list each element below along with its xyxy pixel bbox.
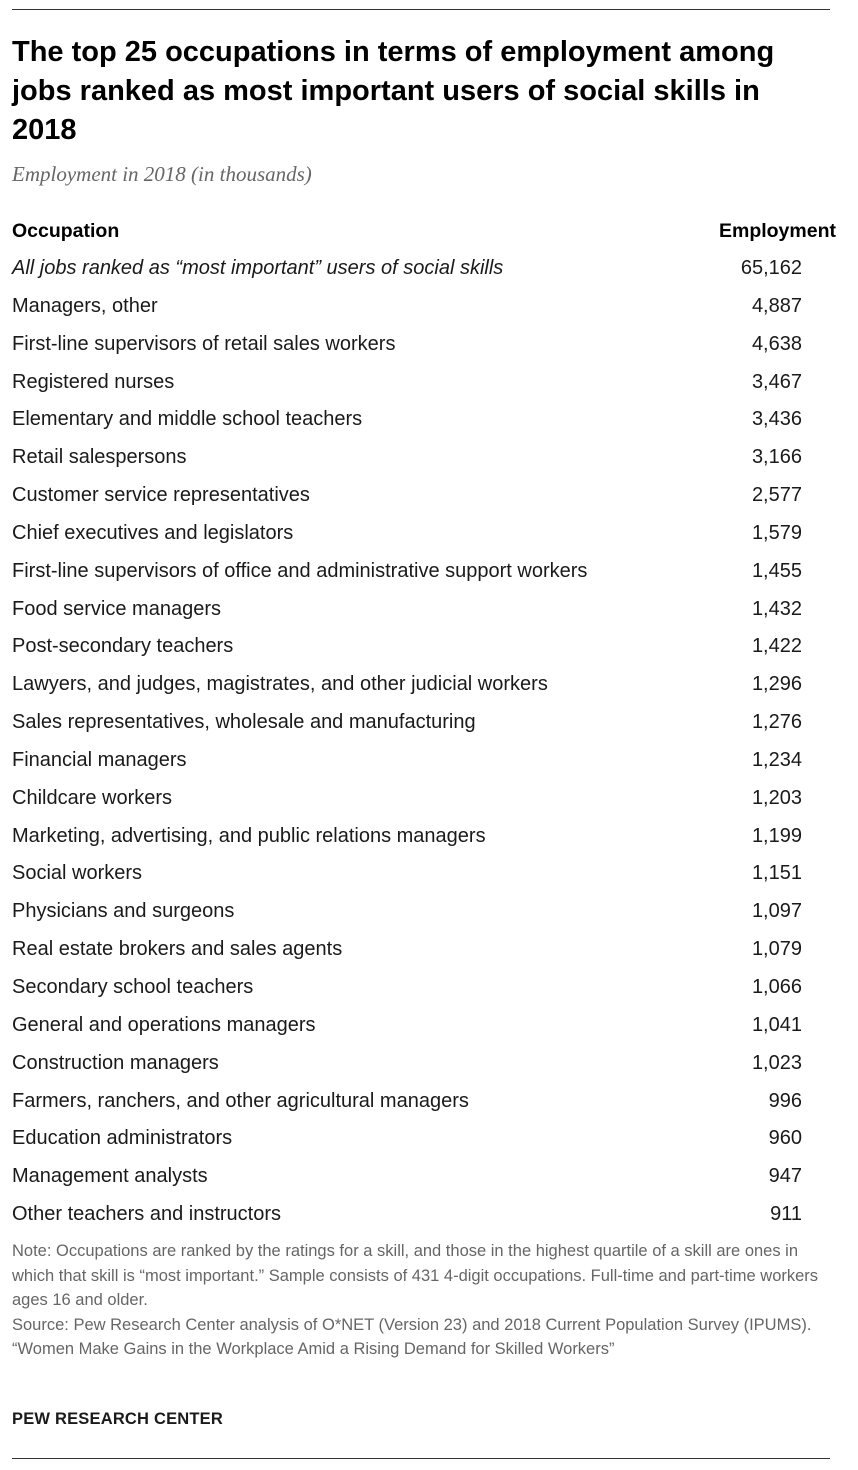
occupation-cell: Lawyers, and judges, magistrates, and other judicial workers [12,673,548,696]
occupation-cell: First-line supervisors of retail sales workers [12,332,396,355]
bottom-rule [12,1458,830,1459]
employment-cell: 947 [768,1165,802,1188]
table-row [12,556,802,586]
occupation-cell: Education administrators [12,1127,233,1150]
table-row [12,404,802,434]
column-header-employment: Employment [718,220,836,242]
employment-cell: 65,162 [740,257,802,279]
occupation-cell: Food service managers [12,597,221,620]
employment-cell: 1,023 [751,1051,802,1074]
employment-cell: 3,436 [751,408,802,431]
footnotes [12,1239,824,1362]
employment-cell: 1,079 [751,938,802,961]
occupation-cell: General and operations managers [12,1013,316,1036]
occupation-cell: Managers, other [12,294,158,317]
occupation-cell: Chief executives and legislators [12,521,294,544]
report-title: “Women Make Gains in the Workplace Amid a Rising Demand for Skilled Workers” [12,1340,615,1358]
employment-cell: 1,203 [751,786,802,809]
occupation-cell: All jobs ranked as “most important” users of social skills [12,257,504,279]
table-row [12,669,802,699]
occupation-cell: Farmers, ranchers, and other agricultural managers [12,1089,469,1112]
table-row [12,1161,802,1191]
occupation-cell: First-line supervisors of office and administrative support workers [12,559,588,582]
table-row [12,821,802,851]
table-row [12,896,802,926]
occupation-cell: Post-secondary teachers [12,635,234,658]
table-row-total [12,253,802,283]
employment-cell: 1,234 [751,748,802,771]
table-row [12,1048,802,1078]
occupation-cell: Secondary school teachers [12,976,254,998]
employment-cell: 3,166 [751,446,802,469]
occupation-cell: Physicians and surgeons [12,900,235,923]
employment-cell: 1,041 [751,1013,802,1036]
occupation-cell: Financial managers [12,748,187,771]
table-row [12,631,802,661]
occupation-cell: Childcare workers [12,786,173,809]
occupation-cell: Retail salespersons [12,446,187,469]
table-row [12,707,802,737]
table-row [12,1123,802,1153]
chart-subtitle: Employment in 2018 (in thousands) [12,162,312,186]
occupation-cell: Real estate brokers and sales agents [12,938,343,961]
occupation-cell: Marketing, advertising, and public relations managers [12,824,486,847]
source-text: Source: Pew Research Center analysis of O*NET (Version 23) and 2018 Current Population Survey (IPUMS). [12,1315,812,1334]
employment-cell: 960 [768,1127,802,1150]
table-row [12,1199,802,1229]
table-row [12,1086,802,1116]
table-row [12,518,802,548]
employment-cell: 4,638 [751,332,802,355]
employment-cell: 3,467 [751,370,802,393]
table-row [12,480,802,510]
note-text: Note: Occupations are ranked by the ratings for a skill, and those in the highest quartile of a skill are ones in which that skill is “most important.” Sample consists of 431 4-digit occupations. Full-time and part-time workers ages 16 and older. [12,1242,819,1309]
employment-cell: 1,097 [751,900,802,923]
column-header-occupation: Occupation [12,220,120,242]
table-row [12,594,802,624]
table-row [12,442,802,472]
occupation-cell: Sales representatives, wholesale and manufacturing [12,711,476,734]
employment-cell: 1,151 [751,862,802,885]
occupation-cell: Other teachers and instructors [12,1203,282,1225]
table-row [12,934,802,964]
employment-cell: 1,422 [751,635,802,658]
brand-logo-text: PEW RESEARCH CENTER [12,1410,223,1428]
employment-cell: 911 [770,1203,802,1225]
employment-cell: 1,066 [751,976,802,998]
employment-cell: 996 [768,1089,802,1112]
occupation-cell: Elementary and middle school teachers [12,408,363,431]
employment-cell: 1,296 [751,673,802,696]
chart-title: The top 25 occupations in terms of employment among jobs ranked as most important users of social skills in 2018 [12,36,775,146]
occupation-cell: Construction managers [12,1051,219,1074]
employment-cell: 1,199 [751,824,802,847]
table-row [12,367,802,397]
employment-cell: 4,887 [751,294,802,317]
table-row [12,1010,802,1040]
top-rule [12,9,830,10]
table-row [12,291,802,321]
occupation-cell: Management analysts [12,1165,208,1188]
occupation-cell: Registered nurses [12,370,175,393]
table-row [12,858,802,888]
table-row [12,972,802,1002]
table-row [12,329,802,359]
occupation-cell: Social workers [12,862,143,885]
table-row [12,745,802,775]
employment-cell: 1,432 [751,597,802,620]
occupation-cell: Customer service representatives [12,484,310,506]
employment-cell: 1,455 [751,559,802,582]
table-row [12,783,802,813]
employment-cell: 1,276 [751,711,802,734]
employment-cell: 2,577 [751,484,802,506]
employment-cell: 1,579 [751,521,802,544]
